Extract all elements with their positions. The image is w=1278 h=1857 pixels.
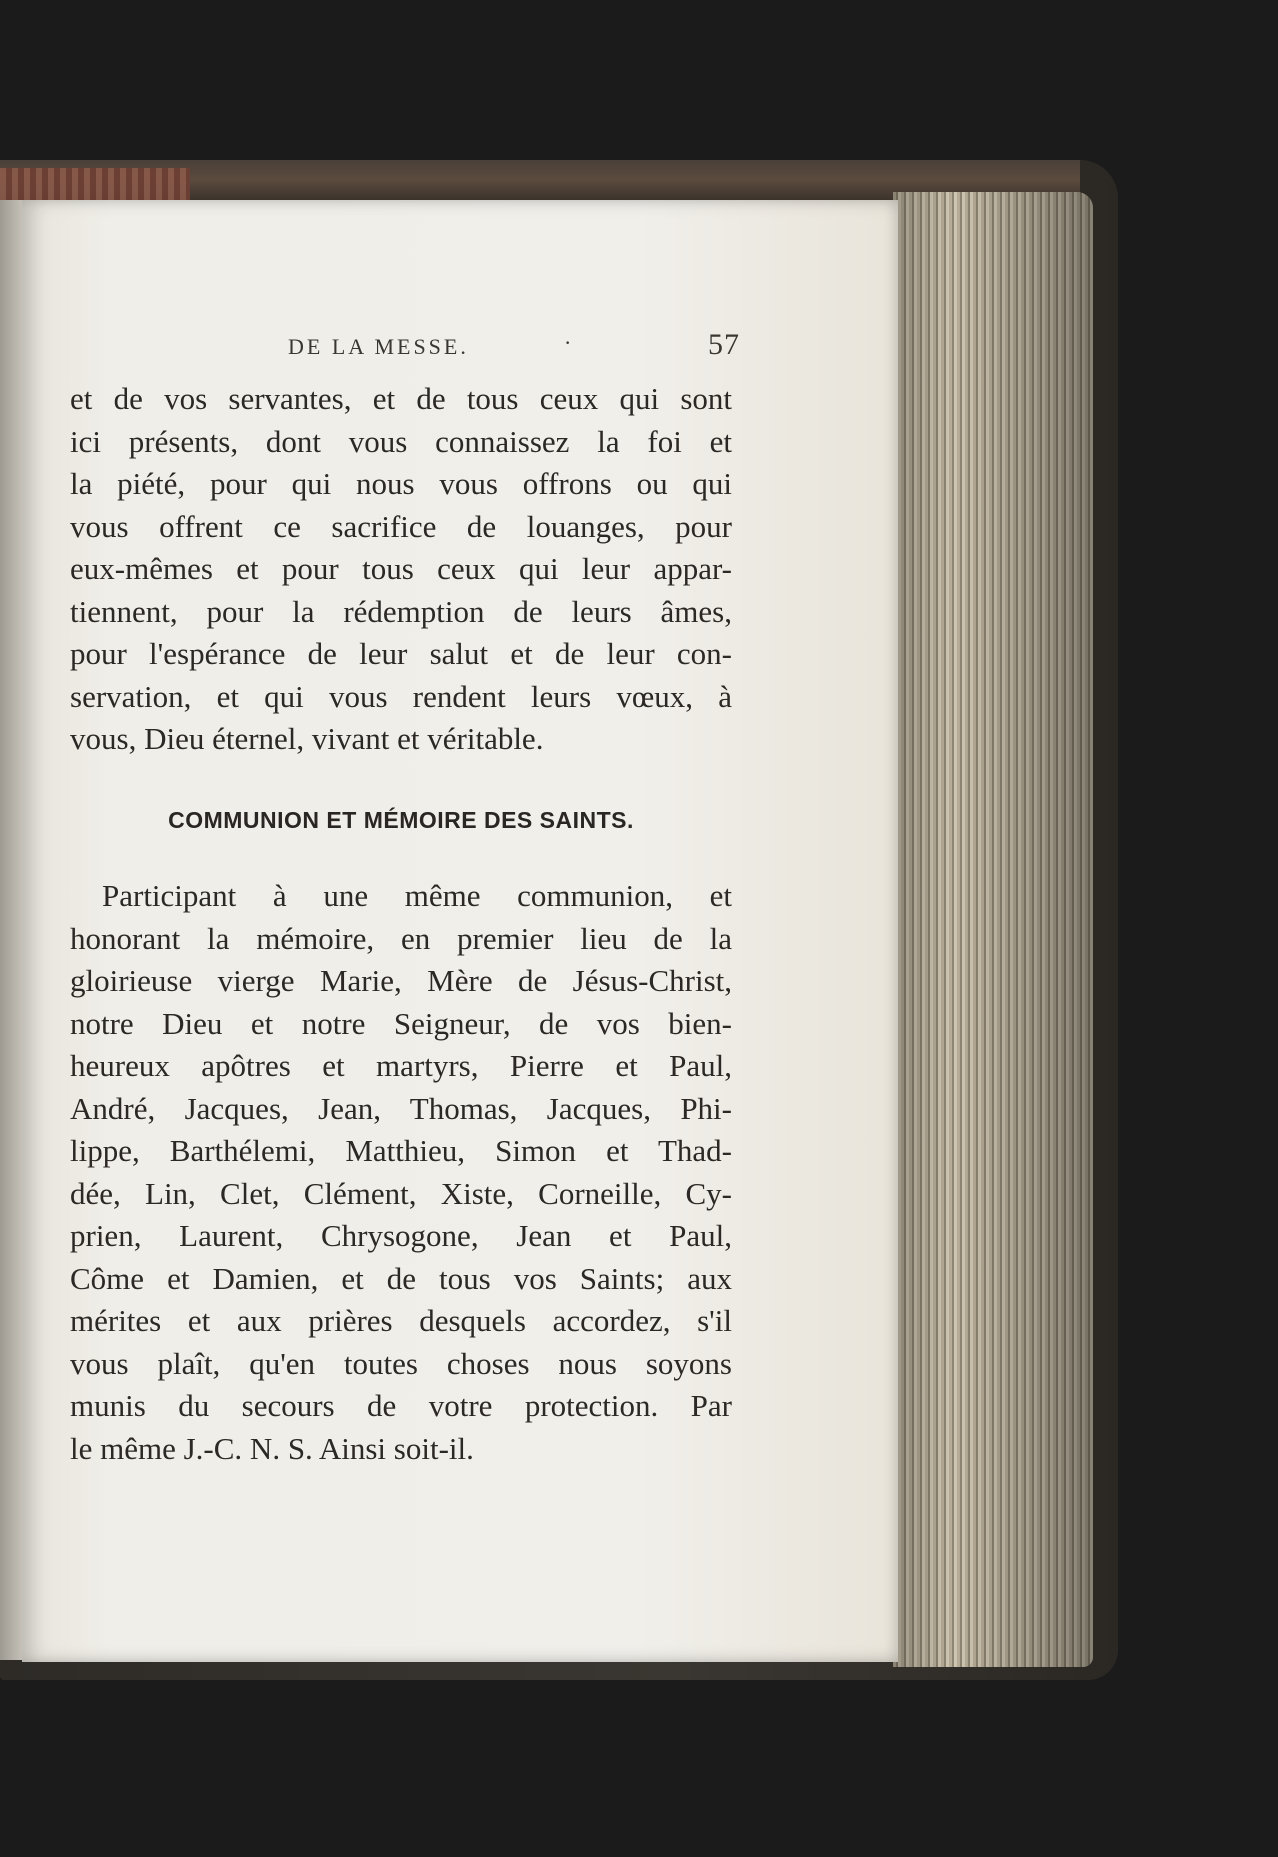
page-number: 57 xyxy=(708,328,740,361)
text-line: lippe, Barthélemi, Matthieu, Simon et Thad- xyxy=(70,1133,732,1168)
text-line: le même J.-C. N. S. Ainsi soit-il. xyxy=(70,1430,474,1466)
text-line: la piété, pour qui nous vous offrons ou qui xyxy=(70,466,732,501)
text-line: et de vos servantes, et de tous ceux qui sont xyxy=(70,381,732,416)
text-line: munis du secours de votre protection. Par xyxy=(70,1388,732,1423)
text-line: vous, Dieu éternel, vivant et véritable. xyxy=(70,721,544,756)
text-line: tiennent, pour la rédemption de leurs âmes, xyxy=(70,593,732,629)
running-head-mark: · xyxy=(564,330,575,355)
text-line: prien, Laurent, Chrysogone, Jean et Paul, xyxy=(70,1218,732,1253)
text-line: eux-mêmes et pour tous ceux qui leur appar- xyxy=(70,551,732,586)
running-head xyxy=(288,328,748,370)
text-line: André, Jacques, Jean, Thomas, Jacques, Phi- xyxy=(70,1090,732,1126)
text-line: vous plaît, qu'en toutes choses nous soyons xyxy=(70,1345,732,1381)
text-line: honorant la mémoire, en premier lieu de la xyxy=(70,920,732,956)
text-line: heureux apôtres et martyrs, Pierre et Paul, xyxy=(70,1048,732,1083)
text-line: notre Dieu et notre Seigneur, de vos bien- xyxy=(70,1005,732,1041)
text-line: ici présents, dont vous connaissez la foi et xyxy=(70,423,732,459)
section-heading: COMMUNION ET MÉMOIRE DES SAINTS. xyxy=(168,806,634,833)
page-text xyxy=(70,378,732,1470)
text-line: servation, et qui vous rendent leurs vœux, à xyxy=(70,678,732,714)
text-line: mérites et aux prières desquels accordez, s'il xyxy=(70,1303,732,1338)
headband xyxy=(0,168,190,202)
text-line: dée, Lin, Clet, Clément, Xiste, Corneille, Cy- xyxy=(70,1175,732,1211)
text-line: Côme et Damien, et de tous vos Saints; aux xyxy=(70,1260,732,1296)
running-head-title: DE LA MESSE. xyxy=(288,334,469,359)
text-line: pour l'espérance de leur salut et de leur con- xyxy=(70,636,732,671)
page-edges-shadow xyxy=(893,192,1093,1667)
text-line: Participant à une même communion, et xyxy=(102,878,732,913)
text-line: vous offrent ce sacrifice de louanges, pour xyxy=(70,508,732,544)
paragraph-1 xyxy=(70,378,732,761)
paragraph-2 xyxy=(70,875,732,1470)
text-line: gloirieuse vierge Marie, Mère de Jésus-Christ, xyxy=(70,963,732,998)
